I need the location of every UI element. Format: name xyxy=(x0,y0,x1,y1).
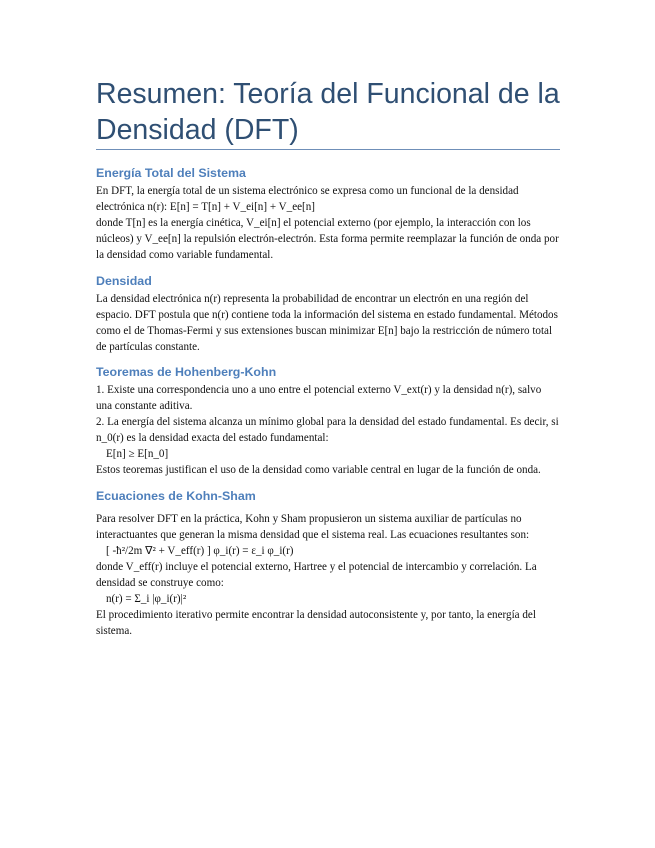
document-body xyxy=(96,164,560,639)
equation: [ -ħ²/2m ∇² + V_eff(r) ] φ_i(r) = ε_i φ_i(r) xyxy=(106,545,294,557)
paragraph: donde V_eff(r) incluye el potencial externo, Hartree y el potencial de intercambio y correlación. La densidad se construye como: xyxy=(96,561,537,589)
paragraph: Para resolver DFT en la práctica, Kohn y Sham propusieron un sistema auxiliar de partículas no interactuantes que generan la misma densidad que el sistema real. Las ecuaciones resultantes son: xyxy=(96,513,530,541)
list-item: 2. La energía del sistema alcanza un mínimo global para la densidad del estado fundamental. Es decir, si n_0(r) es la densidad exacta del estado fundamental: xyxy=(96,416,559,444)
paragraph: La densidad electrónica n(r) representa la probabilidad de encontrar un electrón en una región del espacio. DFT postula que n(r) contiene toda la información del sistema en estado fundamental. Métodos como el de Thomas-Fermi y sus extensiones buscan minimizar E[n] bajo la restricción de número total de partículas constante. xyxy=(96,293,558,353)
page-title: Resumen: Teoría del Funcional de la Densidad (DFT) xyxy=(96,78,560,146)
section-heading-energia: Energía Total del Sistema xyxy=(96,166,246,180)
paragraph: El procedimiento iterativo permite encontrar la densidad autoconsistente y, por tanto, la energía del sistema. xyxy=(96,609,536,637)
section-heading-kohn-sham: Ecuaciones de Kohn-Sham xyxy=(96,489,256,503)
list-item: 1. Existe una correspondencia uno a uno entre el potencial externo V_ext(r) y la densidad n(r), salvo una constante aditiva. xyxy=(96,384,542,412)
paragraph: donde T[n] es la energía cinética, V_ei[n] el potencial externo (por ejemplo, la interacción con los núcleos) y V_ee[n] la repulsión electrón-electrón. Esta forma permite reemplazar la función de onda por la densidad como variable fundamental. xyxy=(96,217,559,261)
section-heading-densidad: Densidad xyxy=(96,274,152,288)
paragraph: En DFT, la energía total de un sistema electrónico se expresa como un funcional de la densidad electrónica n(r): E[n] = T[n] + V_ei[n] + V_ee[n] xyxy=(96,185,519,213)
title-divider xyxy=(96,149,560,150)
paragraph: Estos teoremas justifican el uso de la densidad como variable central en lugar de la función de onda. xyxy=(96,464,541,476)
equation: E[n] ≥ E[n_0] xyxy=(106,448,169,460)
equation: n(r) = Σ_i |φ_i(r)|² xyxy=(106,593,187,605)
section-heading-hohenberg-kohn: Teoremas de Hohenberg-Kohn xyxy=(96,365,277,379)
